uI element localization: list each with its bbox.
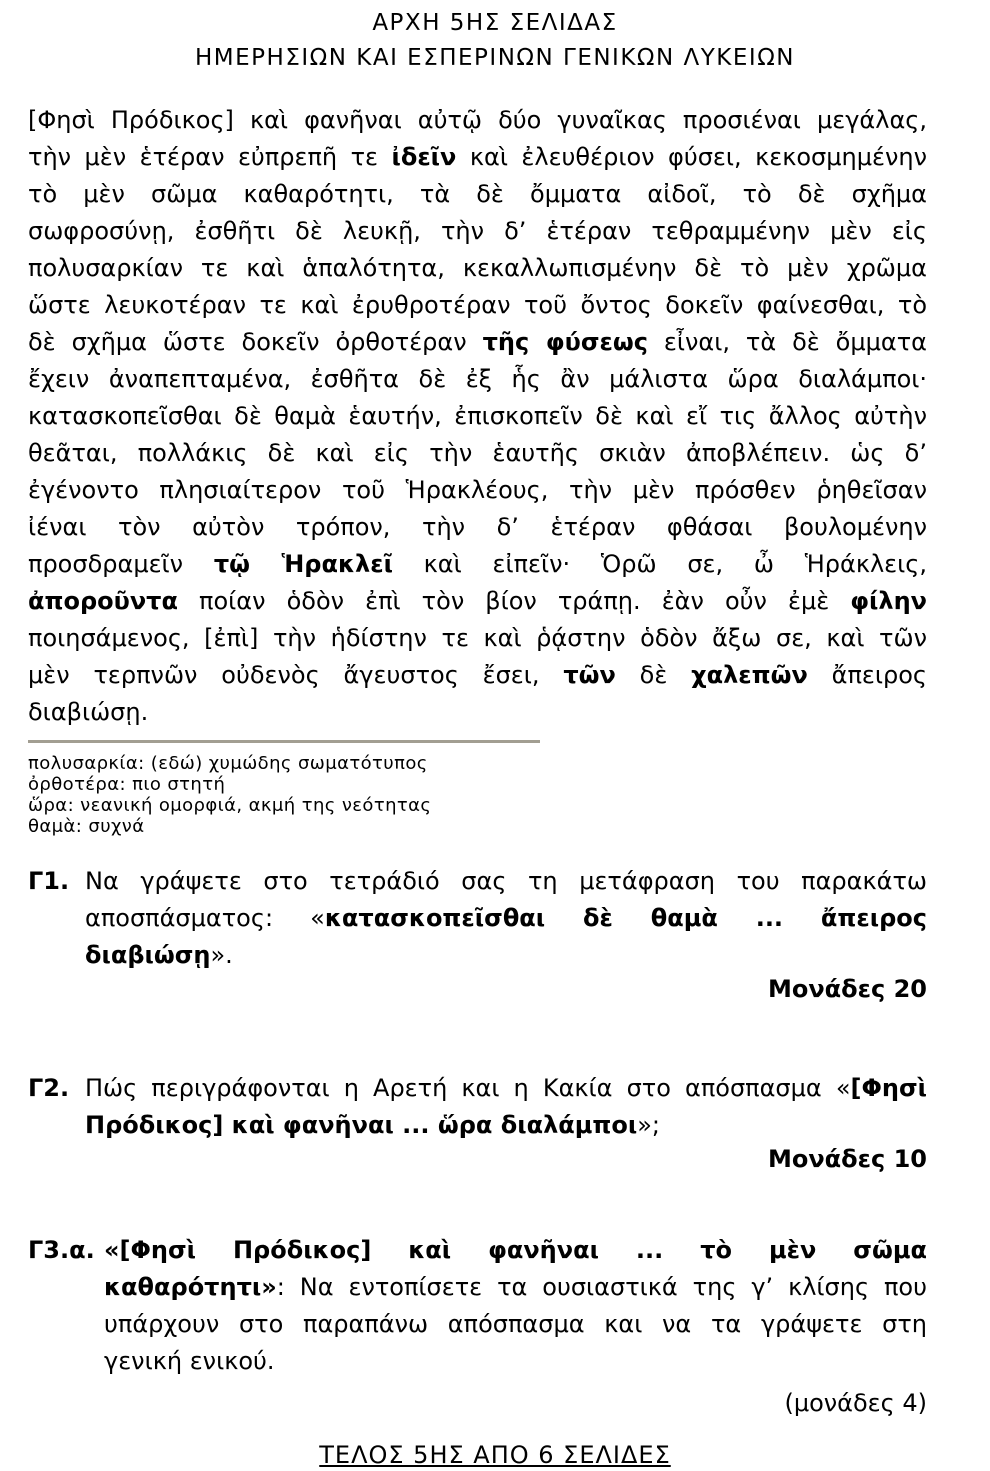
text-line: Πώς περιγράφονται η Αρετή και η Κακία στο απόσπασμα «[Φησὶ (85, 1074, 927, 1102)
ancient-greek-passage (28, 102, 927, 731)
text-line: πολυσαρκίαν τε καὶ ἁπαλότητα, κεκαλλωπισμένην δὲ τὸ μὲν χρῶμα (28, 254, 927, 282)
text-line: ἰέναι τὸν αὐτὸν τρόπον, τὴν δ’ ἑτέραν φθάσαι βουλομένην (28, 513, 927, 541)
glossary-entry: ὥρα: νεανική ομορφιά, ακμή της νεότητας (28, 795, 432, 816)
page-footer-text: ΤΕΛΟΣ 5ΗΣ ΑΠΟ 6 ΣΕΛΙΔΕΣ (319, 1441, 671, 1469)
text-line: μὲν τερπνῶν οὐδενὸς ἄγευστος ἔσει, τῶν δὲ χαλεπῶν ἄπειρος (28, 661, 927, 689)
question-g1 (28, 863, 927, 974)
glossary (28, 753, 927, 837)
question-g3a-label: Γ3.α. (28, 1236, 95, 1264)
question-g1-points: Μονάδες 20 (767, 975, 927, 1003)
text-line: προσδραμεῖν τῷ Ἡρακλεῖ καὶ εἰπεῖν· Ὁρῶ σε, ὦ Ἡράκλεις, (28, 550, 927, 578)
page-header (0, 0, 990, 76)
text-line: υπάρχουν στο παραπάνω απόσπασμα και να τα γράψετε στη (104, 1310, 927, 1338)
text-line: γενική ενικού. (104, 1347, 275, 1375)
question-g3a (28, 1232, 927, 1380)
footnote-separator (28, 740, 540, 743)
page-footer (0, 1440, 990, 1470)
text-line: θεᾶται, πολλάκις δὲ καὶ εἰς τὴν ἑαυτῆς σκιὰν ἀποβλέπειν. ὡς δ’ (28, 439, 927, 467)
question-g3a-text (104, 1232, 927, 1380)
question-g2-text (85, 1070, 927, 1144)
question-g2-points: Μονάδες 10 (767, 1145, 927, 1173)
question-g2-label: Γ2. (28, 1074, 70, 1102)
question-g1-label: Γ1. (28, 867, 70, 895)
text-line: διαβιώσῃ». (85, 941, 233, 969)
question-g1-text (85, 863, 927, 974)
text-line: τὸ μὲν σῶμα καθαρότητι, τὰ δὲ ὄμματα αἰδοῖ, τὸ δὲ σχῆμα (28, 180, 927, 208)
text-line: διαβιώσῃ. (28, 698, 149, 726)
page-header-line-2: ΗΜΕΡΗΣΙΩΝ ΚΑΙ ΕΣΠΕΡΙΝΩΝ ΓΕΝΙΚΩΝ ΛΥΚΕΙΩΝ (195, 45, 795, 71)
text-line: ἔχειν ἀναπεπταμένα, ἐσθῆτα δὲ ἐξ ἧς ἂν μάλιστα ὥρα διαλάμποι· (28, 365, 927, 393)
glossary-entry: ὀρθοτέρα: πιο στητή (28, 774, 226, 795)
text-line: ἀποροῦντα ποίαν ὁδὸν ἐπὶ τὸν βίον τράπῃ. ἐὰν οὖν ἐμὲ φίλην (28, 587, 927, 615)
glossary-entry: πολυσαρκία: (εδώ) χυμώδης σωματότυπος (28, 753, 428, 774)
text-line: δὲ σχῆμα ὥστε δοκεῖν ὀρθοτέραν τῆς φύσεως εἶναι, τὰ δὲ ὄμματα (28, 328, 927, 356)
text-line: καθαρότητι»: Να εντοπίσετε τα ουσιαστικά της γ’ κλίσης που (104, 1273, 927, 1301)
text-line: ποιησάμενος, [ἐπὶ] τὴν ἡδίστην τε καὶ ῥᾴστην ὁδὸν ἄξω σε, καὶ τῶν (28, 624, 927, 652)
text-line: κατασκοπεῖσθαι δὲ θαμὰ ἑαυτήν, ἐπισκοπεῖν δὲ καὶ εἴ τις ἄλλος αὐτὴν (28, 402, 927, 430)
text-line: σωφροσύνῃ, ἐσθῆτι δὲ λευκῇ, τὴν δ’ ἑτέραν τεθραμμένην μὲν εἰς (28, 217, 927, 245)
glossary-entry: θαμὰ: συχνά (28, 816, 145, 837)
text-line: ἐγένοντο πλησιαίτερον τοῦ Ἡρακλέους, τὴν μὲν πρόσθεν ῥηθεῖσαν (28, 476, 927, 504)
question-g3a-points: (μονάδες 4) (784, 1389, 927, 1417)
content-column (28, 102, 927, 1418)
text-line: «[Φησὶ Πρόδικος] καὶ φανῆναι ... τὸ μὲν σῶμα (104, 1236, 927, 1264)
text-line: αποσπάσματος: «κατασκοπεῖσθαι δὲ θαμὰ ... ἄπειρος (85, 904, 927, 932)
page-header-line-1: ΑΡΧΗ 5ΗΣ ΣΕΛΙΔΑΣ (372, 10, 618, 36)
text-line: τὴν μὲν ἑτέραν εὐπρεπῆ τε ἰδεῖν καὶ ἐλευθέριον φύσει, κεκοσμημένην (28, 143, 928, 171)
text-line: [Φησὶ Πρόδικος] καὶ φανῆναι αὐτῷ δύο γυναῖκας προσιέναι μεγάλας, (28, 106, 927, 134)
text-line: ὥστε λευκοτέραν τε καὶ ἐρυθροτέραν τοῦ ὄντος δοκεῖν φαίνεσθαι, τὸ (28, 291, 927, 319)
text-line: Να γράψετε στο τετράδιό σας τη μετάφραση του παρακάτω (85, 867, 927, 895)
question-g2 (28, 1070, 927, 1144)
text-line: Πρόδικος] καὶ φανῆναι ... ὥρα διαλάμποι»; (85, 1111, 661, 1139)
